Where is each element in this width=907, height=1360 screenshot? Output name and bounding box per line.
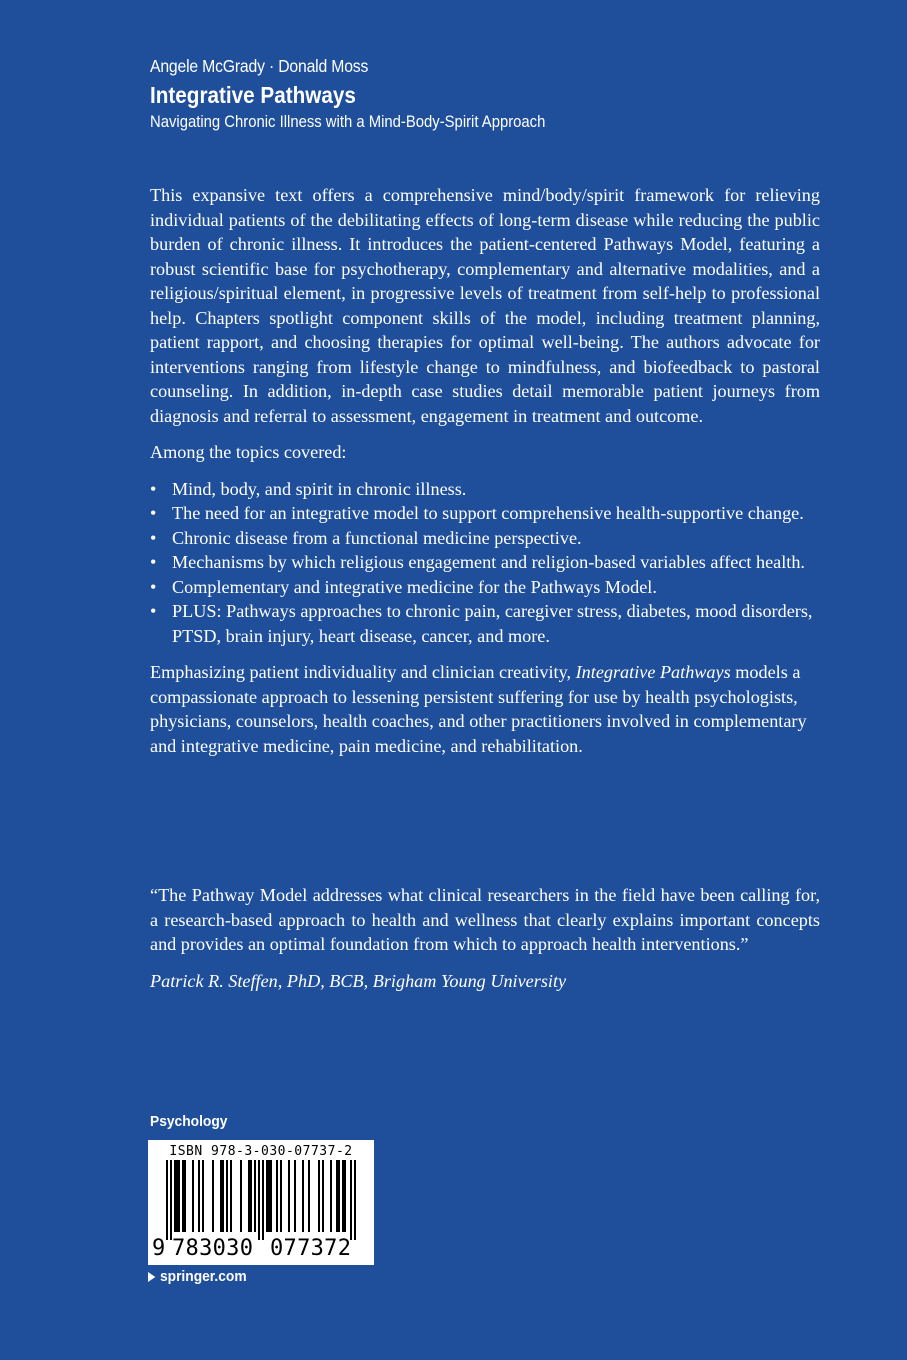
barcode-bar bbox=[318, 1160, 320, 1232]
barcode-bar bbox=[184, 1160, 186, 1232]
topics-list bbox=[150, 477, 820, 649]
barcode-bar bbox=[176, 1160, 178, 1232]
bullet-icon: • bbox=[150, 576, 157, 597]
barcode-bar bbox=[262, 1160, 264, 1240]
barcode-bar bbox=[178, 1160, 180, 1232]
barcode-bars bbox=[152, 1160, 370, 1240]
barcode-bar bbox=[302, 1160, 304, 1232]
barcode-bar bbox=[166, 1160, 168, 1240]
bullet-icon: • bbox=[150, 527, 157, 548]
barcode-bar bbox=[308, 1160, 310, 1232]
bullet-icon: • bbox=[150, 601, 157, 621]
topic-item: • Complementary and integrative medicine for the Pathways Model. bbox=[150, 575, 820, 600]
barcode-bar bbox=[240, 1160, 242, 1232]
barcode-bar bbox=[266, 1160, 268, 1232]
barcode-bar bbox=[250, 1160, 252, 1232]
publisher-label: springer.com bbox=[159, 1268, 247, 1285]
topics-heading: Among the topics covered: bbox=[150, 442, 347, 462]
barcode-bar bbox=[354, 1160, 356, 1240]
barcode-bar bbox=[280, 1160, 282, 1232]
topic-item: • PLUS: Pathways approaches to chronic pain, caregiver stress, diabetes, mood disorders, PTSD, brain injury, heart disease, cancer, and more. bbox=[150, 601, 813, 646]
isbn-label: ISBN 978-3-030-07737-2 bbox=[169, 1144, 353, 1159]
bullet-icon: • bbox=[150, 503, 157, 523]
barcode-bar bbox=[222, 1160, 224, 1232]
subject-category: Psychology bbox=[150, 1113, 228, 1130]
barcode-bar bbox=[202, 1160, 204, 1232]
barcode-right-digits: 077372 bbox=[270, 1236, 352, 1261]
triangle-arrow-icon bbox=[148, 1272, 155, 1282]
barcode-bar bbox=[254, 1160, 256, 1232]
barcode-bar bbox=[344, 1160, 346, 1232]
title-emphasis: Integrative Pathways bbox=[575, 662, 731, 682]
barcode-bar bbox=[338, 1160, 340, 1232]
barcode-bar bbox=[258, 1160, 260, 1240]
cover-header bbox=[150, 54, 830, 134]
barcode-bar bbox=[198, 1160, 200, 1232]
endorsement-quote: “The Pathway Model addresses what clinical researchers in the field have been calling for, a research-based approach to health and wellness that clearly explains important concepts and provides an optimal foundation from which to approach health interventions.” bbox=[150, 885, 820, 954]
barcode-bar bbox=[182, 1160, 184, 1232]
topic-item: • Chronic disease from a functional medicine perspective. bbox=[150, 526, 820, 551]
barcode-bar bbox=[220, 1160, 222, 1232]
book-subtitle: Navigating Chronic Illness with a Mind-Body-Spirit Approach bbox=[150, 113, 546, 131]
barcode-bar bbox=[270, 1160, 272, 1232]
authors: Angele McGrady · Donald Moss bbox=[150, 56, 369, 76]
barcode-bar bbox=[336, 1160, 338, 1232]
endorsement-source: Patrick R. Steffen, PhD, BCB, Brigham Young University bbox=[150, 970, 567, 991]
closing-paragraph: Emphasizing patient individuality and clinician creativity, Integrative Pathways models a compassionate approach to lessening persistent suffering for use by health psychologists, physicians, counselors, health coaches, and other practitioners involved in complementary and integrative medicine, pain medicine, and rehabilitation. bbox=[150, 662, 807, 756]
barcode-bar bbox=[226, 1160, 228, 1232]
bullet-icon: • bbox=[150, 478, 157, 499]
barcode-bar bbox=[174, 1160, 176, 1232]
barcode-bar bbox=[268, 1160, 270, 1232]
bullet-icon: • bbox=[150, 552, 157, 572]
topic-item: • Mechanisms by which religious engagement and religion-based variables affect health. bbox=[150, 550, 820, 575]
barcode-first-digit: 9 bbox=[152, 1236, 166, 1261]
barcode-bar bbox=[350, 1160, 352, 1240]
topic-item: • Mind, body, and spirit in chronic illness. bbox=[150, 477, 820, 502]
barcode-bar bbox=[170, 1160, 172, 1240]
barcode-bar bbox=[288, 1160, 290, 1232]
isbn-barcode bbox=[148, 1140, 374, 1265]
barcode-bar bbox=[330, 1160, 332, 1232]
barcode-bar bbox=[248, 1160, 250, 1232]
barcode-left-digits: 783030 bbox=[172, 1236, 254, 1261]
barcode-bar bbox=[230, 1160, 232, 1232]
intro-paragraph: This expansive text offers a comprehensive mind/body/spirit framework for relieving individual patients of the debilitating effects of long-term disease while reducing the public burden of chronic illness. It introduces the patient-centered Pathways Model, featuring a robust scientific base for psychotherapy, complementary and alternative modalities, and a religious/spiritual element, in progressive levels of treatment from self-help to professional help. Chapters spotlight component skills of the model, including treatment planning, patient rapport, and choosing therapies for optimal well-being. The authors advocate for interventions ranging from lifestyle change to mindfulness, and biofeedback to pastoral counseling. In addition, in-depth case studies detail memorable patient journeys from diagnosis and referral to assessment, engagement in treatment and outcome. bbox=[150, 185, 820, 426]
barcode-bar bbox=[192, 1160, 194, 1232]
topic-item: • The need for an integrative model to support comprehensive health-supportive change. bbox=[150, 501, 820, 526]
endorsement bbox=[150, 883, 820, 993]
barcode-bar bbox=[276, 1160, 278, 1232]
barcode-bar bbox=[212, 1160, 214, 1232]
book-title: Integrative Pathways bbox=[150, 82, 356, 108]
barcode-bar bbox=[322, 1160, 324, 1232]
barcode-bar bbox=[342, 1160, 344, 1232]
publisher-link[interactable] bbox=[148, 1268, 247, 1285]
barcode-bar bbox=[294, 1160, 296, 1232]
description bbox=[150, 183, 820, 758]
